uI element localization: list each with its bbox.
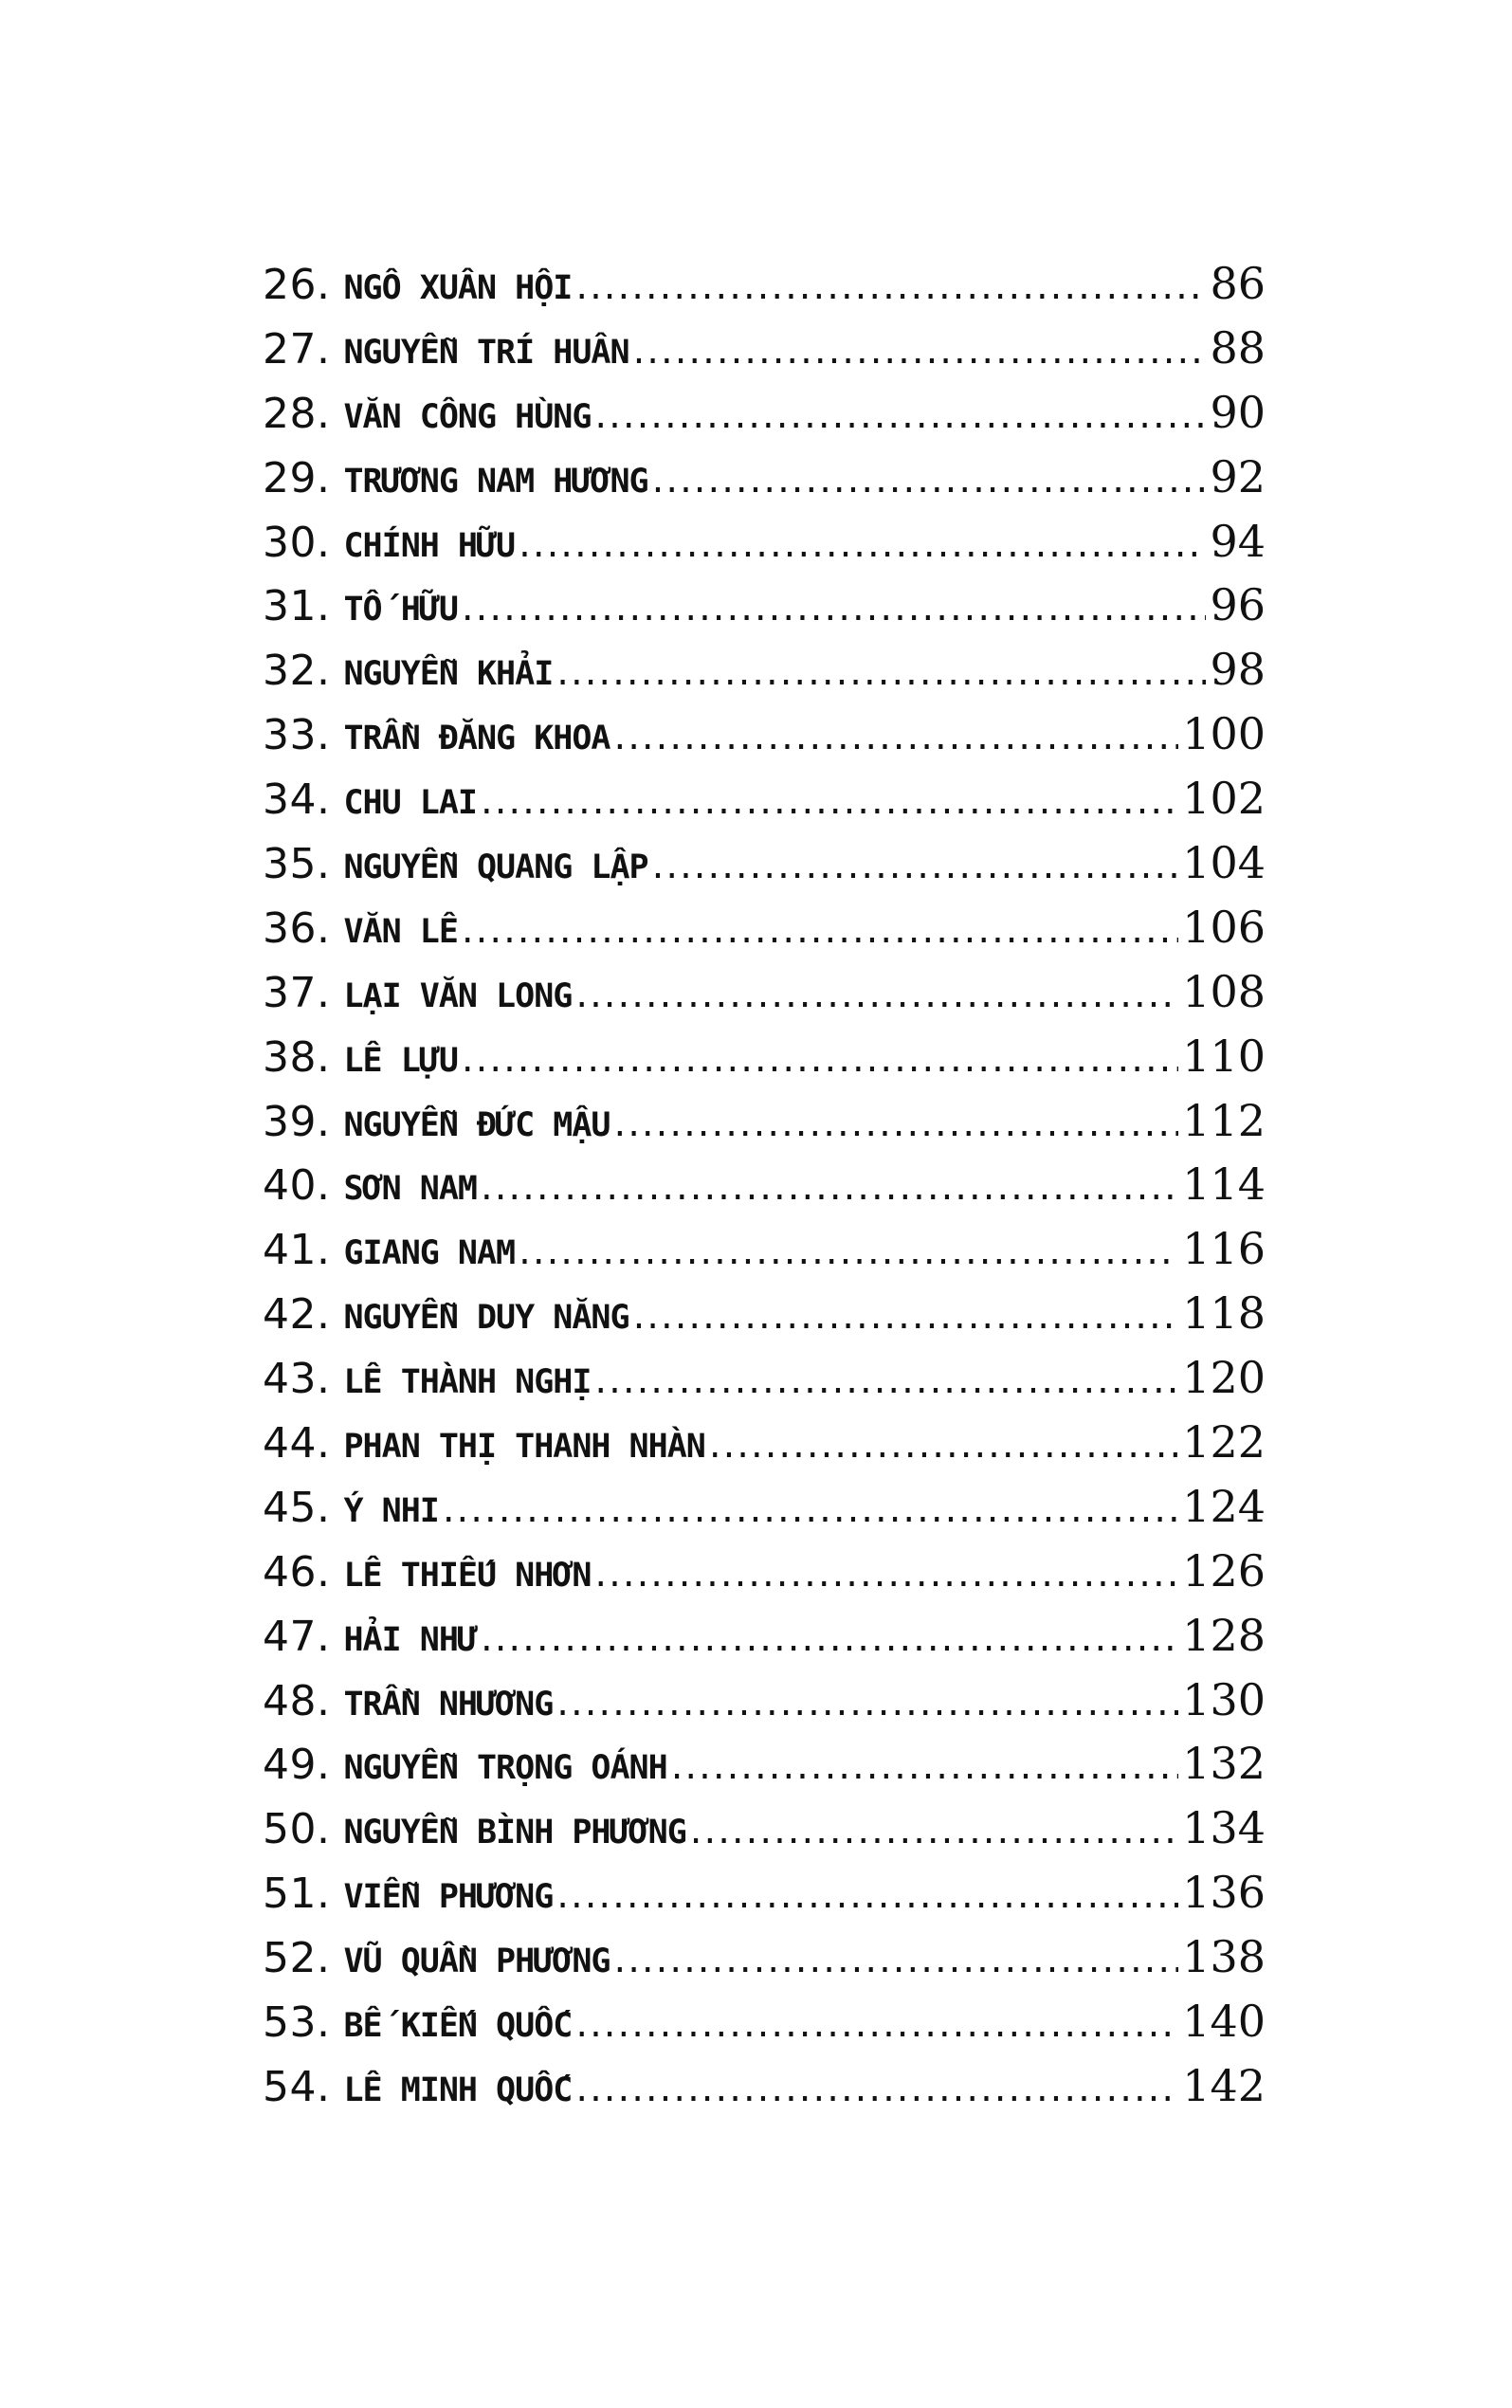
dot-leader xyxy=(594,1359,1178,1402)
entry-author-name: VIỄN PHƯƠNG xyxy=(343,1878,554,1917)
toc-entry xyxy=(263,773,1266,837)
entry-author-name: TỐ HỮU xyxy=(343,591,458,629)
entry-number: 37. xyxy=(263,968,331,1017)
dot-leader xyxy=(690,1809,1178,1852)
entry-number: 47. xyxy=(263,1612,331,1661)
dot-leader xyxy=(633,329,1207,373)
entry-number: 36. xyxy=(263,903,331,953)
entry-number: 35. xyxy=(263,840,331,889)
entry-page-number: 110 xyxy=(1182,1030,1266,1082)
toc-entry xyxy=(263,516,1266,580)
dot-leader xyxy=(443,1487,1178,1531)
entry-number: 53. xyxy=(263,1998,331,2048)
entry-number: 41. xyxy=(263,1226,331,1275)
entry-number: 30. xyxy=(263,518,331,567)
entry-number: 28. xyxy=(263,389,331,438)
entry-author-name: LÊ THÀNH NGHỊ xyxy=(343,1363,592,1402)
toc-entry xyxy=(263,387,1266,451)
entry-page-number: 142 xyxy=(1182,2059,1266,2111)
dot-leader xyxy=(481,1165,1178,1209)
entry-page-number: 86 xyxy=(1210,258,1266,309)
toc-entry xyxy=(263,1031,1266,1095)
entry-author-name: NGUYỄN KHẢI xyxy=(343,655,554,694)
entry-author-name: LÊ MINH QUỐC xyxy=(343,2071,573,2109)
entry-page-number: 90 xyxy=(1210,386,1266,438)
entry-number: 40. xyxy=(263,1161,331,1211)
toc-entry xyxy=(263,1996,1266,2060)
toc-entry xyxy=(263,1352,1266,1416)
dot-leader xyxy=(481,779,1178,823)
dot-leader xyxy=(575,2067,1178,2110)
entry-page-number: 102 xyxy=(1182,773,1266,825)
toc-entry xyxy=(263,1095,1266,1159)
toc-entry xyxy=(263,1802,1266,1867)
entry-author-name: CHÍNH HỮU xyxy=(343,526,516,565)
entry-author-name: NGUYỄN QUANG LẬP xyxy=(343,848,648,887)
entry-page-number: 104 xyxy=(1182,837,1266,889)
toc-entry xyxy=(263,966,1266,1031)
dot-leader xyxy=(519,522,1206,566)
entry-page-number: 126 xyxy=(1182,1544,1266,1596)
dot-leader xyxy=(462,586,1207,629)
dot-leader xyxy=(594,393,1206,437)
toc-entry xyxy=(263,1158,1266,1223)
entry-page-number: 140 xyxy=(1182,1996,1266,2048)
entry-author-name: TRẦN ĐĂNG KHOA xyxy=(343,720,610,758)
toc-entry xyxy=(263,1867,1266,1931)
entry-author-name: TRƯƠNG NAM HƯƠNG xyxy=(343,462,648,501)
dot-leader xyxy=(462,908,1178,952)
dot-leader xyxy=(709,1423,1178,1467)
toc-entry xyxy=(263,2060,1266,2125)
entry-author-name: NGUYỄN ĐỨC MẬU xyxy=(343,1105,610,1144)
entry-page-number: 138 xyxy=(1182,1931,1266,1983)
dot-leader xyxy=(633,1294,1179,1338)
dot-leader xyxy=(575,973,1178,1016)
entry-page-number: 132 xyxy=(1182,1738,1266,1790)
entry-page-number: 118 xyxy=(1182,1287,1266,1340)
entry-page-number: 114 xyxy=(1182,1158,1266,1211)
entry-author-name: VĂN LÊ xyxy=(343,912,458,951)
entry-number: 51. xyxy=(263,1870,331,1919)
toc-entry xyxy=(263,1545,1266,1610)
dot-leader xyxy=(556,650,1206,694)
entry-number: 26. xyxy=(263,261,331,309)
entry-number: 52. xyxy=(263,1934,331,1983)
entry-number: 29. xyxy=(263,453,331,502)
toc-entry xyxy=(263,1610,1266,1674)
entry-number: 42. xyxy=(263,1290,331,1340)
toc-entry xyxy=(263,644,1266,708)
dot-leader xyxy=(652,458,1207,502)
dot-leader xyxy=(652,844,1179,887)
entry-number: 49. xyxy=(263,1741,331,1790)
entry-author-name: Ý NHI xyxy=(343,1491,439,1530)
dot-leader xyxy=(614,1102,1179,1145)
entry-number: 48. xyxy=(263,1676,331,1725)
dot-leader xyxy=(556,1873,1178,1917)
toc-entry xyxy=(263,1416,1266,1481)
dot-leader xyxy=(519,1230,1178,1273)
entry-page-number: 88 xyxy=(1210,321,1266,374)
toc-entry xyxy=(263,1674,1266,1739)
entry-author-name: NGUYỄN TRỌNG OÁNH xyxy=(343,1749,667,1788)
entry-author-name: BẾ KIẾN QUỐC xyxy=(343,2007,573,2046)
entry-number: 39. xyxy=(263,1097,331,1146)
entry-author-name: CHU LAI xyxy=(343,784,477,823)
entry-number: 33. xyxy=(263,711,331,760)
dot-leader xyxy=(462,1037,1178,1081)
entry-number: 31. xyxy=(263,582,331,631)
toc-entry xyxy=(263,1738,1266,1802)
dot-leader xyxy=(614,1938,1179,1981)
dot-leader xyxy=(481,1616,1178,1660)
entry-page-number: 136 xyxy=(1182,1867,1266,1919)
entry-author-name: NGUYỄN DUY NĂNG xyxy=(343,1299,629,1338)
toc-entry xyxy=(263,1287,1266,1352)
entry-author-name: NGUYỄN BÌNH PHƯƠNG xyxy=(343,1814,686,1852)
entry-page-number: 128 xyxy=(1182,1609,1266,1661)
entry-author-name: VĂN CÔNG HÙNG xyxy=(343,397,592,436)
entry-number: 46. xyxy=(263,1547,331,1596)
entry-author-name: LẠI VĂN LONG xyxy=(343,976,573,1015)
toc-entry xyxy=(263,258,1266,322)
toc-entry xyxy=(263,837,1266,902)
entry-page-number: 96 xyxy=(1210,579,1266,631)
toc-entry xyxy=(263,1223,1266,1287)
entry-number: 27. xyxy=(263,324,331,374)
entry-page-number: 116 xyxy=(1182,1223,1266,1275)
entry-author-name: SƠN NAM xyxy=(343,1170,477,1209)
dot-leader xyxy=(575,2002,1178,2046)
entry-number: 38. xyxy=(263,1032,331,1082)
entry-page-number: 98 xyxy=(1210,644,1266,696)
entry-author-name: NGÔ XUÂN HỘI xyxy=(343,269,573,307)
entry-author-name: PHAN THỊ THANH NHÀN xyxy=(343,1428,705,1467)
toc-entry xyxy=(263,708,1266,773)
entry-author-name: HẢI NHƯ xyxy=(343,1620,477,1659)
entry-number: 32. xyxy=(263,647,331,696)
entry-page-number: 134 xyxy=(1182,1802,1266,1854)
entry-number: 45. xyxy=(263,1483,331,1532)
entry-page-number: 122 xyxy=(1182,1416,1266,1469)
toc-entry xyxy=(263,579,1266,644)
entry-author-name: LÊ THIẾU NHƠN xyxy=(343,1556,592,1595)
toc-entry xyxy=(263,1481,1266,1545)
toc-entry xyxy=(263,902,1266,966)
entry-number: 54. xyxy=(263,2062,331,2111)
dot-leader xyxy=(556,1681,1178,1724)
toc-entry xyxy=(263,1931,1266,1996)
entry-page-number: 108 xyxy=(1182,965,1266,1017)
entry-number: 34. xyxy=(263,775,331,825)
dot-leader xyxy=(575,265,1206,308)
table-of-contents xyxy=(263,258,1266,2125)
entry-page-number: 112 xyxy=(1182,1094,1266,1146)
entry-page-number: 100 xyxy=(1182,708,1266,760)
dot-leader xyxy=(671,1744,1178,1788)
entry-author-name: VŨ QUẦN PHƯƠNG xyxy=(343,1943,610,1981)
entry-number: 50. xyxy=(263,1805,331,1854)
dot-leader xyxy=(614,715,1179,758)
entry-author-name: NGUYỄN TRÍ HUÂN xyxy=(343,333,629,372)
dot-leader xyxy=(594,1552,1178,1596)
entry-author-name: LÊ LỰU xyxy=(343,1041,458,1080)
entry-page-number: 106 xyxy=(1182,901,1266,953)
entry-number: 43. xyxy=(263,1355,331,1404)
entry-page-number: 130 xyxy=(1182,1673,1266,1725)
entry-author-name: GIANG NAM xyxy=(343,1234,516,1273)
toc-entry xyxy=(263,322,1266,387)
entry-author-name: TRẦN NHƯƠNG xyxy=(343,1685,554,1724)
entry-page-number: 120 xyxy=(1182,1352,1266,1404)
entry-page-number: 92 xyxy=(1210,450,1266,502)
entry-number: 44. xyxy=(263,1419,331,1469)
entry-page-number: 124 xyxy=(1182,1480,1266,1532)
toc-entry xyxy=(263,451,1266,516)
entry-page-number: 94 xyxy=(1210,515,1266,567)
